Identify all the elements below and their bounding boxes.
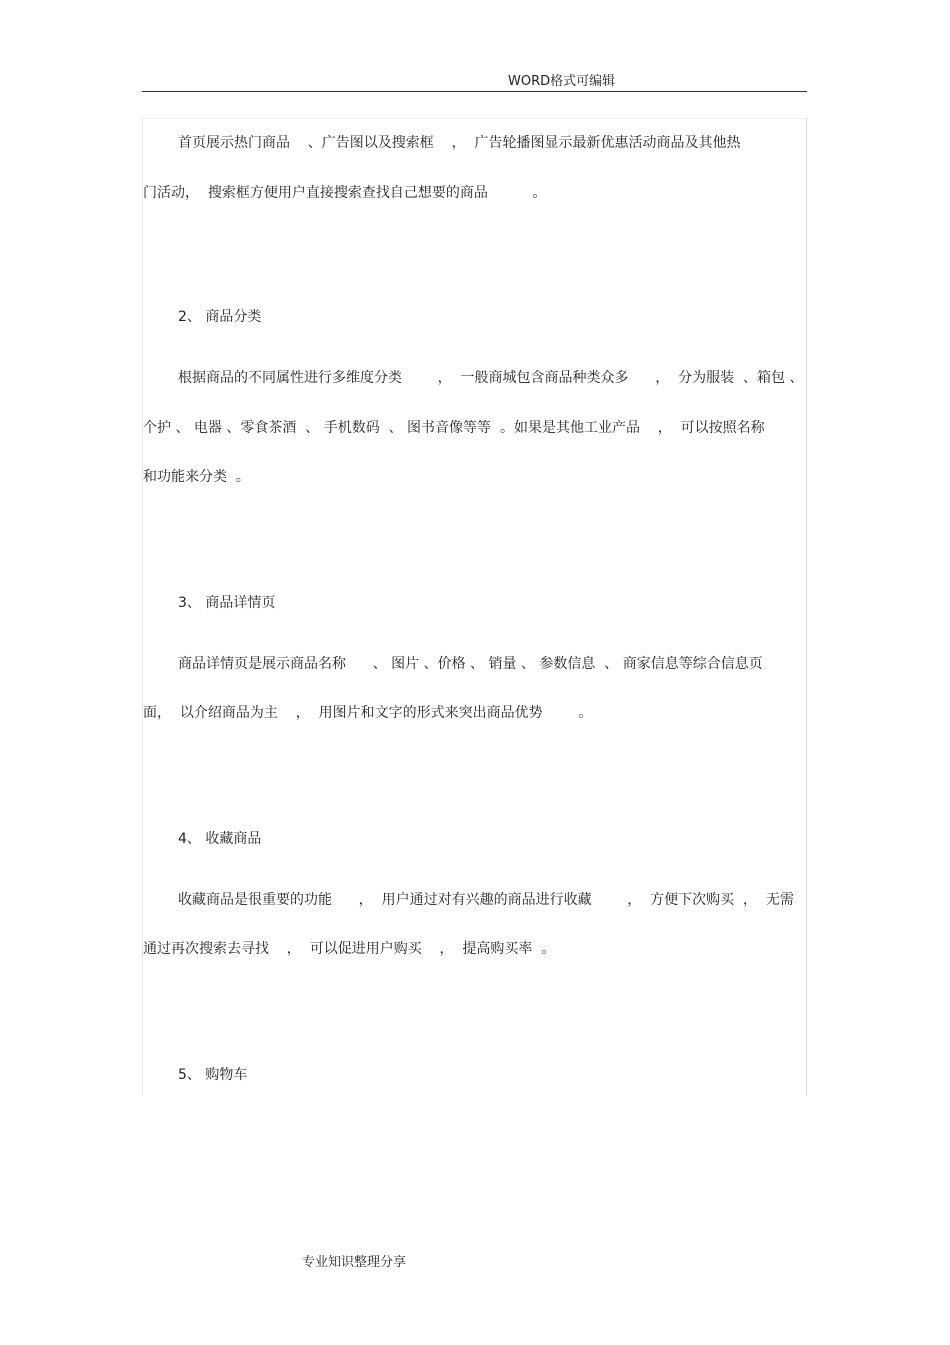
category-paragraph-line-2: 个护 、 电器 、零食茶酒 、 手机数码 、 图书音像等等 。如果是其他工业产品 ， 可以按照名称 (143, 420, 765, 436)
home-paragraph-line-2: 门活动， 搜索框方便用户直接搜索查找自己想要的商品 。 (143, 185, 547, 201)
content-frame-right (806, 118, 807, 1096)
home-paragraph-line-1: 首页展示热门商品 、广告图以及搜索框 ， 广告轮播图显示最新优惠活动商品及其他热 (178, 135, 741, 151)
cart-heading: 5、 购物车 (178, 1067, 248, 1083)
detail-paragraph-line-1: 商品详情页是展示商品名称 、 图片 、价格 、 销量 、 参数信息 、 商家信息等综合信息页 (178, 656, 763, 672)
content-frame-top (142, 118, 807, 119)
header-divider (142, 91, 807, 92)
page-header-title: WORD格式可编辑 (508, 74, 616, 89)
detail-paragraph-line-2: 面， 以介绍商品为主 ， 用图片和文字的形式来突出商品优势 。 (143, 705, 593, 721)
favorite-heading: 4、 收藏商品 (178, 831, 262, 847)
category-paragraph-line-1: 根据商品的不同属性进行多维度分类 ， 一般商城包含商品种类众多 ， 分为服装 、箱包 、 (178, 370, 804, 386)
favorite-paragraph-line-1: 收藏商品是很重要的功能 ， 用户通过对有兴趣的商品进行收藏 ， 方便下次购买 ， 无需 (178, 892, 794, 908)
category-paragraph-line-3: 和功能来分类 。 (143, 469, 250, 485)
detail-heading: 3、 商品详情页 (178, 595, 276, 611)
category-heading: 2、 商品分类 (178, 309, 262, 325)
page-footer: 专业知识整理分享 (302, 1255, 407, 1270)
favorite-paragraph-line-2: 通过再次搜索去寻找 ， 可以促进用户购买 ， 提高购买率 。 (143, 941, 556, 957)
